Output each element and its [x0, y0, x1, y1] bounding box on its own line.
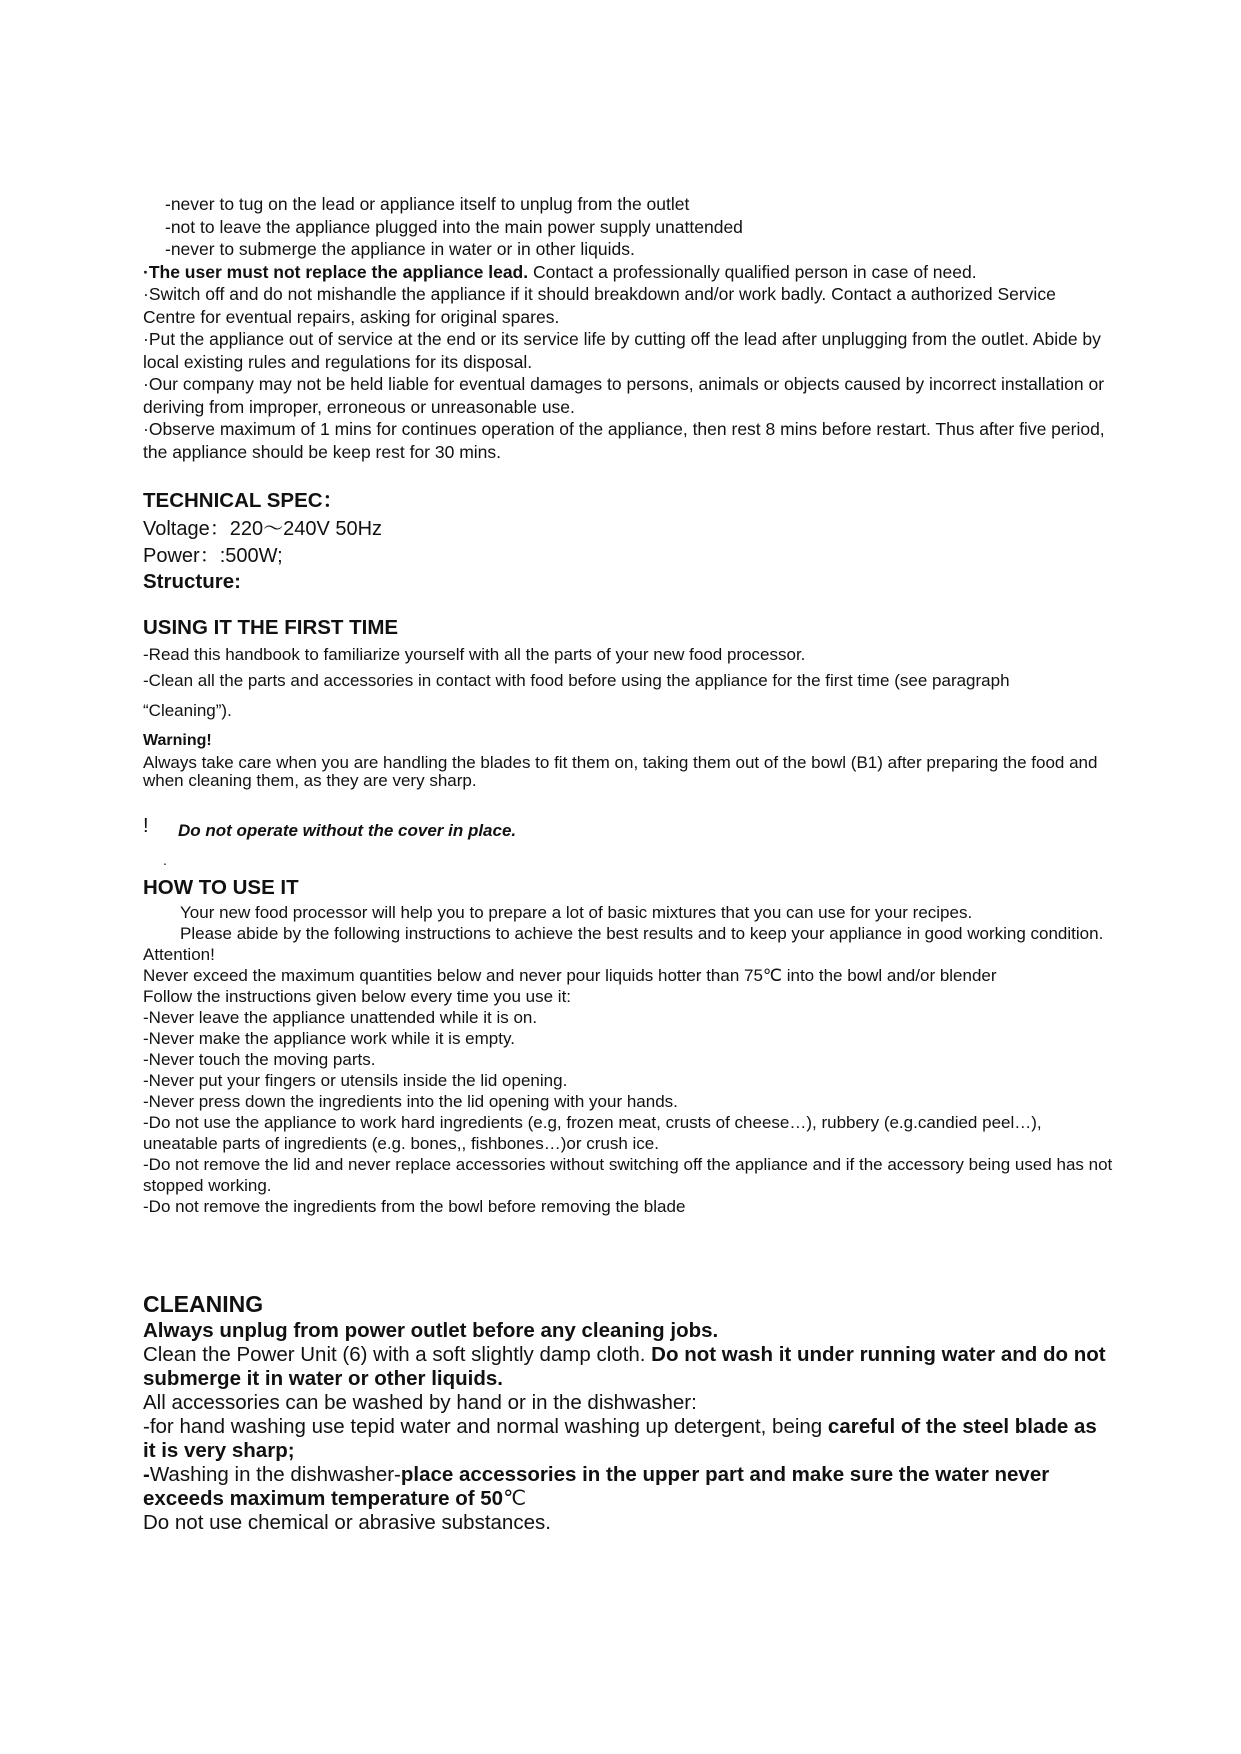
- first-time-line: -Clean all the parts and accessories in contact with food before using the appliance for the first time (see paragraph: [143, 671, 1010, 690]
- first-time-line: -Read this handbook to familiarize yourself with all the parts of your new food processor.: [143, 645, 806, 664]
- lead-warning-bold: ·The user must not replace the appliance lead.: [143, 261, 529, 282]
- max-quantity-line: Never exceed the maximum quantities below and never pour liquids hotter than 75℃ into the bowl and/or blender: [143, 966, 997, 985]
- warning-text: Always take care when you are handling the blades to fit them on, taking them out of the bowl (B1) after preparing the food and when cleaning them, as they are very sharp.: [143, 753, 1098, 790]
- safety-sub-item: -not to leave the appliance plugged into the main power supply unattended: [165, 216, 743, 237]
- hand-washing-text: -for hand washing use tepid water and normal washing up detergent, being: [143, 1415, 828, 1438]
- safety-sub-item: -never to tug on the lead or appliance itself to unplug from the outlet: [165, 194, 690, 214]
- hand-washing-line: [143, 1415, 1113, 1463]
- rule-item: -Do not remove the lid and never replace accessories without switching off the appliance and if the accessory being used has not stopped working.: [143, 1155, 1113, 1195]
- safety-bullet: ·Switch off and do not mishandle the appliance if it should breakdown and/or work badly. Contact a authorized Service Centre for eventual repairs, asking for original spares.: [143, 284, 1056, 327]
- rule-item: -Never touch the moving parts.: [143, 1050, 376, 1069]
- safety-bullet: ·Observe maximum of 1 mins for continues operation of the appliance, then rest 8 mins before restart. Thus after five period, the appliance should be keep rest for 30 mins.: [143, 419, 1105, 462]
- attention-label: Attention!: [143, 945, 215, 964]
- clean-power-unit-bold: Do not wash it under running water and do not submerge it in water or other liquids.: [143, 1343, 1106, 1390]
- how-to-section: [143, 874, 1113, 1217]
- lead-warning-rest: Contact a professionally qualified person in case of need.: [528, 261, 977, 282]
- stray-dot: .: [163, 852, 167, 868]
- dishwasher-degree: ℃: [503, 1487, 527, 1510]
- first-time-heading: USING IT THE FIRST TIME: [143, 616, 399, 639]
- all-accessories-line: All accessories can be washed by hand or in the dishwasher:: [143, 1391, 697, 1414]
- structure-label: Structure:: [143, 570, 241, 593]
- power-line: Power：:500W;: [143, 545, 283, 567]
- technical-spec-section: [143, 487, 1113, 594]
- safety-bullet: ·Put the appliance out of service at the end or its service life by cutting off the lead after unplugging from the outlet. Abide by local existing rules and regulations for its disposal.: [143, 329, 1101, 372]
- rule-item: -Do not use the appliance to work hard ingredients (e.g, frozen meat, crusts of cheese…), rubbery (e.g.candied peel…), uneatable parts of ingredients (e.g. bones,, fishbones…)or crush ice.: [143, 1113, 1042, 1153]
- lead-warning: [143, 261, 1113, 284]
- how-to-paragraph: Your new food processor will help you to prepare a lot of basic mixtures that you can use for your recipes.: [180, 903, 973, 922]
- clean-power-unit: [143, 1343, 1113, 1391]
- how-to-heading: HOW TO USE IT: [143, 876, 299, 899]
- rule-item: -Never make the appliance work while it is empty.: [143, 1029, 515, 1048]
- safety-sub-item: -never to submerge the appliance in water or in other liquids.: [165, 239, 635, 259]
- rule-item: -Do not remove the ingredients from the bowl before removing the blade: [143, 1197, 686, 1216]
- voltage-line: Voltage：220～240V 50Hz: [143, 518, 383, 540]
- how-to-paragraph: Please abide by the following instructions to achieve the best results and to keep your appliance in good working condition.: [180, 924, 1104, 943]
- unplug-warning: Always unplug from power outlet before any cleaning jobs.: [143, 1319, 719, 1342]
- rule-item: -Never press down the ingredients into the lid opening with your hands.: [143, 1092, 678, 1111]
- caution-mark: !: [143, 815, 149, 837]
- cleaning-section: [143, 1289, 1113, 1535]
- safety-bullet: ·Our company may not be held liable for eventual damages to persons, animals or objects caused by incorrect installation or deriving from improper, erroneous or unreasonable use.: [143, 374, 1105, 417]
- dishwasher-bold: place accessories in the upper part and make sure the water never exceeds maximum temperature of 50: [143, 1463, 1050, 1510]
- rule-item: -Never put your fingers or utensils inside the lid opening.: [143, 1071, 568, 1090]
- dishwasher-text: Washing in the dishwasher-: [149, 1463, 401, 1486]
- cleaning-heading: CLEANING: [143, 1291, 264, 1317]
- no-chemicals-line: Do not use chemical or abrasive substances.: [143, 1511, 551, 1534]
- dishwasher-line: [143, 1463, 1113, 1511]
- first-time-section: [143, 614, 1113, 790]
- caution-text: Do not operate without the cover in place.: [178, 821, 517, 840]
- clean-power-unit-text: Clean the Power Unit (6) with a soft slightly damp cloth.: [143, 1343, 652, 1366]
- technical-spec-heading: TECHNICAL SPEC：: [143, 489, 344, 512]
- safety-section: [143, 193, 1113, 463]
- rule-item: -Never leave the appliance unattended while it is on.: [143, 1008, 538, 1027]
- first-time-line: “Cleaning”).: [143, 701, 232, 720]
- dishwasher-dash: -: [143, 1463, 150, 1486]
- hand-washing-bold: careful of the steel blade as it is very sharp;: [143, 1415, 1097, 1462]
- follow-instructions: Follow the instructions given below every time you use it:: [143, 987, 572, 1006]
- warning-label: Warning!: [143, 732, 212, 749]
